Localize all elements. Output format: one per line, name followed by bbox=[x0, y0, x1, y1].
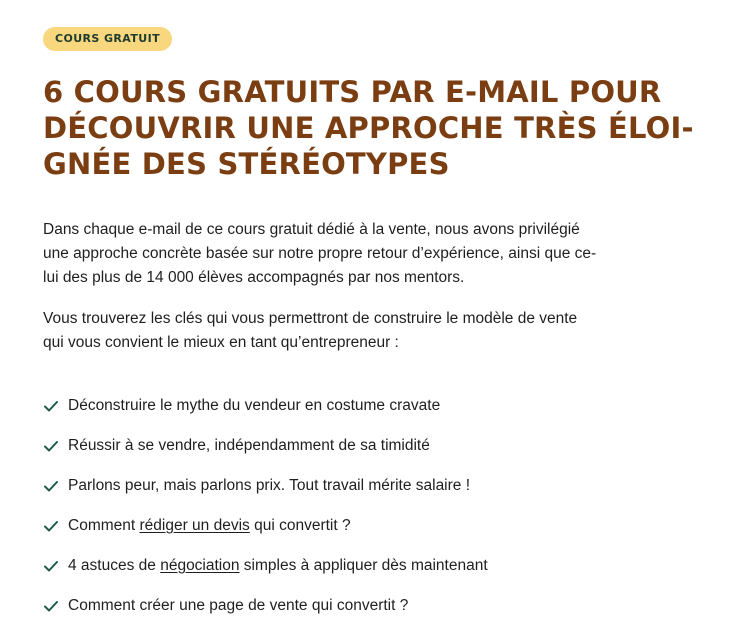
lead-line: Vous trouverez les clés qui vous permettront de construire le modèle de vente bbox=[43, 310, 578, 327]
intro-line: une approche concrète basée sur notre propre retour d’expérience, ainsi que ce- bbox=[43, 245, 597, 262]
check-icon bbox=[43, 438, 59, 454]
intro-line: lui des plus de 14 000 élèves accompagnés par nos mentors. bbox=[43, 269, 465, 286]
lead-paragraph bbox=[43, 307, 703, 355]
check-icon bbox=[43, 478, 59, 494]
course-item-text-before: 4 astuces de bbox=[68, 557, 161, 574]
check-icon bbox=[43, 518, 59, 534]
course-item-text bbox=[68, 557, 488, 575]
check-icon bbox=[43, 398, 59, 414]
title-line: GNÉE DES STÉRÉOTYPES bbox=[43, 147, 450, 181]
course-badge: COURS GRATUIT bbox=[43, 27, 172, 51]
course-item-text: Réussir à se vendre, indépendamment de sa timidité bbox=[68, 437, 430, 454]
check-icon bbox=[43, 598, 59, 614]
check-icon bbox=[43, 558, 59, 574]
course-item bbox=[43, 386, 488, 426]
course-item bbox=[43, 586, 488, 626]
course-list bbox=[43, 386, 488, 626]
course-item bbox=[43, 426, 488, 466]
quote-writing-link[interactable]: rédiger un devis bbox=[139, 517, 250, 534]
course-item-text-after: simples à appliquer dès maintenant bbox=[239, 557, 488, 574]
title-line: 6 COURS GRATUITS PAR E-MAIL POUR bbox=[43, 75, 662, 109]
intro-line: Dans chaque e-mail de ce cours gratuit dédié à la vente, nous avons privilégié bbox=[43, 221, 580, 238]
course-item-text-after: qui convertit ? bbox=[249, 517, 351, 534]
lead-line: qui vous convient le mieux en tant qu’entrepreneur : bbox=[43, 334, 399, 351]
title-line: DÉCOUVRIR UNE APPROCHE TRÈS ÉLOI- bbox=[43, 111, 694, 145]
intro-paragraph bbox=[43, 218, 703, 290]
course-item-text: Parlons peur, mais parlons prix. Tout travail mérite salaire ! bbox=[68, 477, 471, 494]
course-item bbox=[43, 466, 488, 506]
course-item-text-before: Comment bbox=[68, 517, 140, 534]
course-item-text: Comment créer une page de vente qui convertit ? bbox=[68, 597, 409, 614]
course-item bbox=[43, 506, 488, 546]
page-title bbox=[43, 74, 694, 182]
course-item-text bbox=[68, 517, 351, 535]
course-item-text: Déconstruire le mythe du vendeur en costume cravate bbox=[68, 397, 441, 414]
negotiation-link[interactable]: négociation bbox=[160, 557, 240, 574]
course-item bbox=[43, 546, 488, 586]
